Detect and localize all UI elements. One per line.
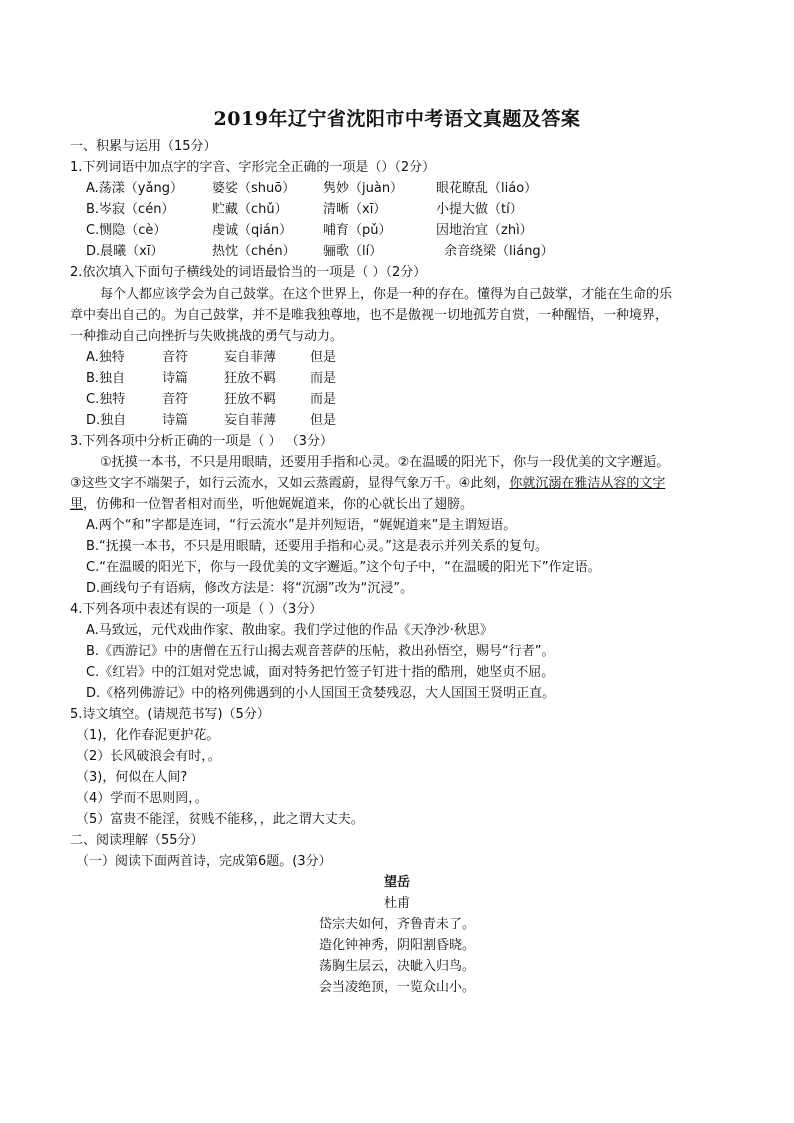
q3-option-d: D.画线句子有语病，修改方法是：将“沉溺”改为“沉浸”。 [86,581,414,596]
q3-underlined-sentence-part-1: 你就沉溺在雅洁从容的文字 [509,476,666,491]
q1-option-a-word4: 眼花瞭乱（liáo） [436,181,538,196]
q5-item-1: （1)，化作春泥更护花。 [76,728,220,743]
question-3-stem: 3.下列各项中分析正确的一项是（ ） （3分） [70,434,333,449]
q3-option-b: B.“抚摸一本书，不只是用眼睛，还要用手指和心灵。”这是表示并列关系的复句。 [86,539,549,554]
q3-passage-line-2-text: ③这些文字不端架子，如行云流水，又如云蒸霞蔚，显得气象万千。④此刻， [70,476,510,491]
q1-option-d-word3: 骊歌（lí） [323,244,383,259]
q1-option-c-word4: 因地治宜（zhì） [436,223,533,238]
poem-line-1: 岱宗夫如何，齐鲁青未了。 [318,917,475,932]
q1-option-a-word3: 隽妙（juàn） [323,181,404,196]
q1-option-a-word2: 婆娑（shuō） [212,181,296,196]
question-5-stem: 5.诗文填空。(请规范书写)（5分） [70,707,270,722]
q1-option-d: D.晨曦（xī） [86,244,164,259]
q2-option-a-word2: 音符 [162,350,189,365]
q5-item-4: （4）学而不思则罔，。 [76,791,208,806]
q1-option-b: B.岑寂（cén） [86,202,175,217]
poem-line-2: 造化钟神秀，阴阳割昏晓。 [318,938,475,953]
q1-option-b-word3: 清晰（xī） [323,202,387,217]
q1-option-c: C.恻隐（cè） [86,223,167,238]
q4-option-a: A.马致远，元代戏曲作家、散曲家。我们学过他的作品《天净沙·秋思》 [86,623,493,638]
q1-option-d-word4: 余音绕梁（liáng） [444,244,554,259]
q2-option-a-word4: 但是 [310,350,337,365]
q1-option-a: A.荡漾（yǎng） [86,181,183,196]
q3-option-a: A.两个“和”字都是连词，“行云流水”是并列短语，“娓娓道来”是主谓短语。 [86,518,517,533]
q2-option-b-word3: 狂放不羁 [224,371,277,386]
question-4-stem: 4.下列各项中表述有误的一项是（ ）（3分） [70,602,323,617]
q3-passage-line-2 [70,475,665,493]
q2-passage-line-1: 每个人都应该学会为自己鼓掌。在这个世界上，你是一种的存在。懂得为自己鼓掌，才能在生命的乐 [100,287,673,302]
q2-option-b-word4: 而是 [310,371,337,386]
reading-part-1-instruction: （一）阅读下面两首诗，完成第6题。(3分） [76,854,332,869]
q2-option-a-word3: 妄自菲薄 [224,350,277,365]
q2-option-d-word2: 诗篇 [162,413,189,428]
q1-option-b-word2: 贮藏（chǔ） [212,202,288,217]
q3-passage-line-3-text: ，仿佛和一位智者相对而坐，听他娓娓道来，你的心就长出了翅膀。 [83,497,474,512]
q3-option-c: C.“在温暖的阳光下，你与一段优美的文字邂逅。”这个句子中，“在温暖的阳光下”作定语。 [86,560,601,575]
q3-underlined-sentence-part-2: 里 [70,497,84,512]
poem-line-4: 会当凌绝顶，一览众山小。 [318,980,475,995]
q2-option-d-word3: 妄自菲薄 [224,413,277,428]
q2-passage-line-2: 章中奏出自己的。为自己鼓掌，并不是唯我独尊地，也不是傲视一切地孤芳自赏，一种醒悟，一种境界， [70,308,669,323]
section-1-heading: 一、积累与运用（15分） [70,139,217,154]
q4-option-b: B.《西游记》中的唐僧在五行山揭去观音菩萨的压帖，救出孙悟空，赐号“行者”。 [86,644,555,659]
q1-option-b-word4: 小提大做（tí） [436,202,523,217]
q2-option-d-word4: 但是 [310,413,337,428]
q2-option-b: B.独自 [86,371,126,386]
q5-item-2: （2）长风破浪会有时，。 [76,749,221,764]
poem-author: 杜甫 [383,896,410,911]
q1-option-d-word2: 热忱（chén） [212,244,296,259]
section-2-heading: 二、阅读理解（55分） [70,833,204,848]
q4-option-c: C.《红岩》中的江姐对党忠诚，面对特务把竹签子钉进十指的酷刑，她坚贞不屈。 [86,665,555,680]
q3-passage-line-1: ①抚摸一本书，不只是用眼睛，还要用手指和心灵。②在温暖的阳光下，你与一段优美的文字邂逅。 [100,455,670,470]
q2-option-c-word4: 而是 [310,392,337,407]
question-1-stem: 1.下列词语中加点字的字音、字形完全正确的一项是（）（2分） [70,160,436,175]
q3-passage-line-3 [70,496,473,514]
q1-option-c-word2: 虔诚（qián） [212,223,293,238]
q4-option-d: D.《格列佛游记》中的格列佛遇到的小人国国王贪婪残忍，大人国国王贤明正直。 [86,686,556,701]
q2-passage-line-3: 一种推动自己向挫折与失败挑战的勇气与动力。 [70,329,344,344]
q2-option-c-word2: 音符 [162,392,189,407]
q5-item-5: （5）富贵不能淫，贫贱不能移，，此之谓大丈夫。 [76,812,364,827]
q5-item-3: （3)，何似在人间? [76,770,188,785]
q2-option-c: C.独特 [86,392,126,407]
poem-title: 望岳 [383,875,410,890]
question-2-stem: 2.依次填入下面句子横线处的词语最恰当的一项是（ ）（2分） [70,265,427,280]
page-title: 2019年辽宁省沈阳市中考语文真题及答案 [213,108,581,130]
q2-option-a: A.独特 [86,350,125,365]
q1-option-c-word3: 哺育（pǔ） [323,223,392,238]
poem-line-3: 荡胸生层云，决眦入归鸟。 [318,959,475,974]
q2-option-d: D.独自 [86,413,127,428]
q2-option-b-word2: 诗篇 [162,371,189,386]
q2-option-c-word3: 狂放不羁 [224,392,277,407]
